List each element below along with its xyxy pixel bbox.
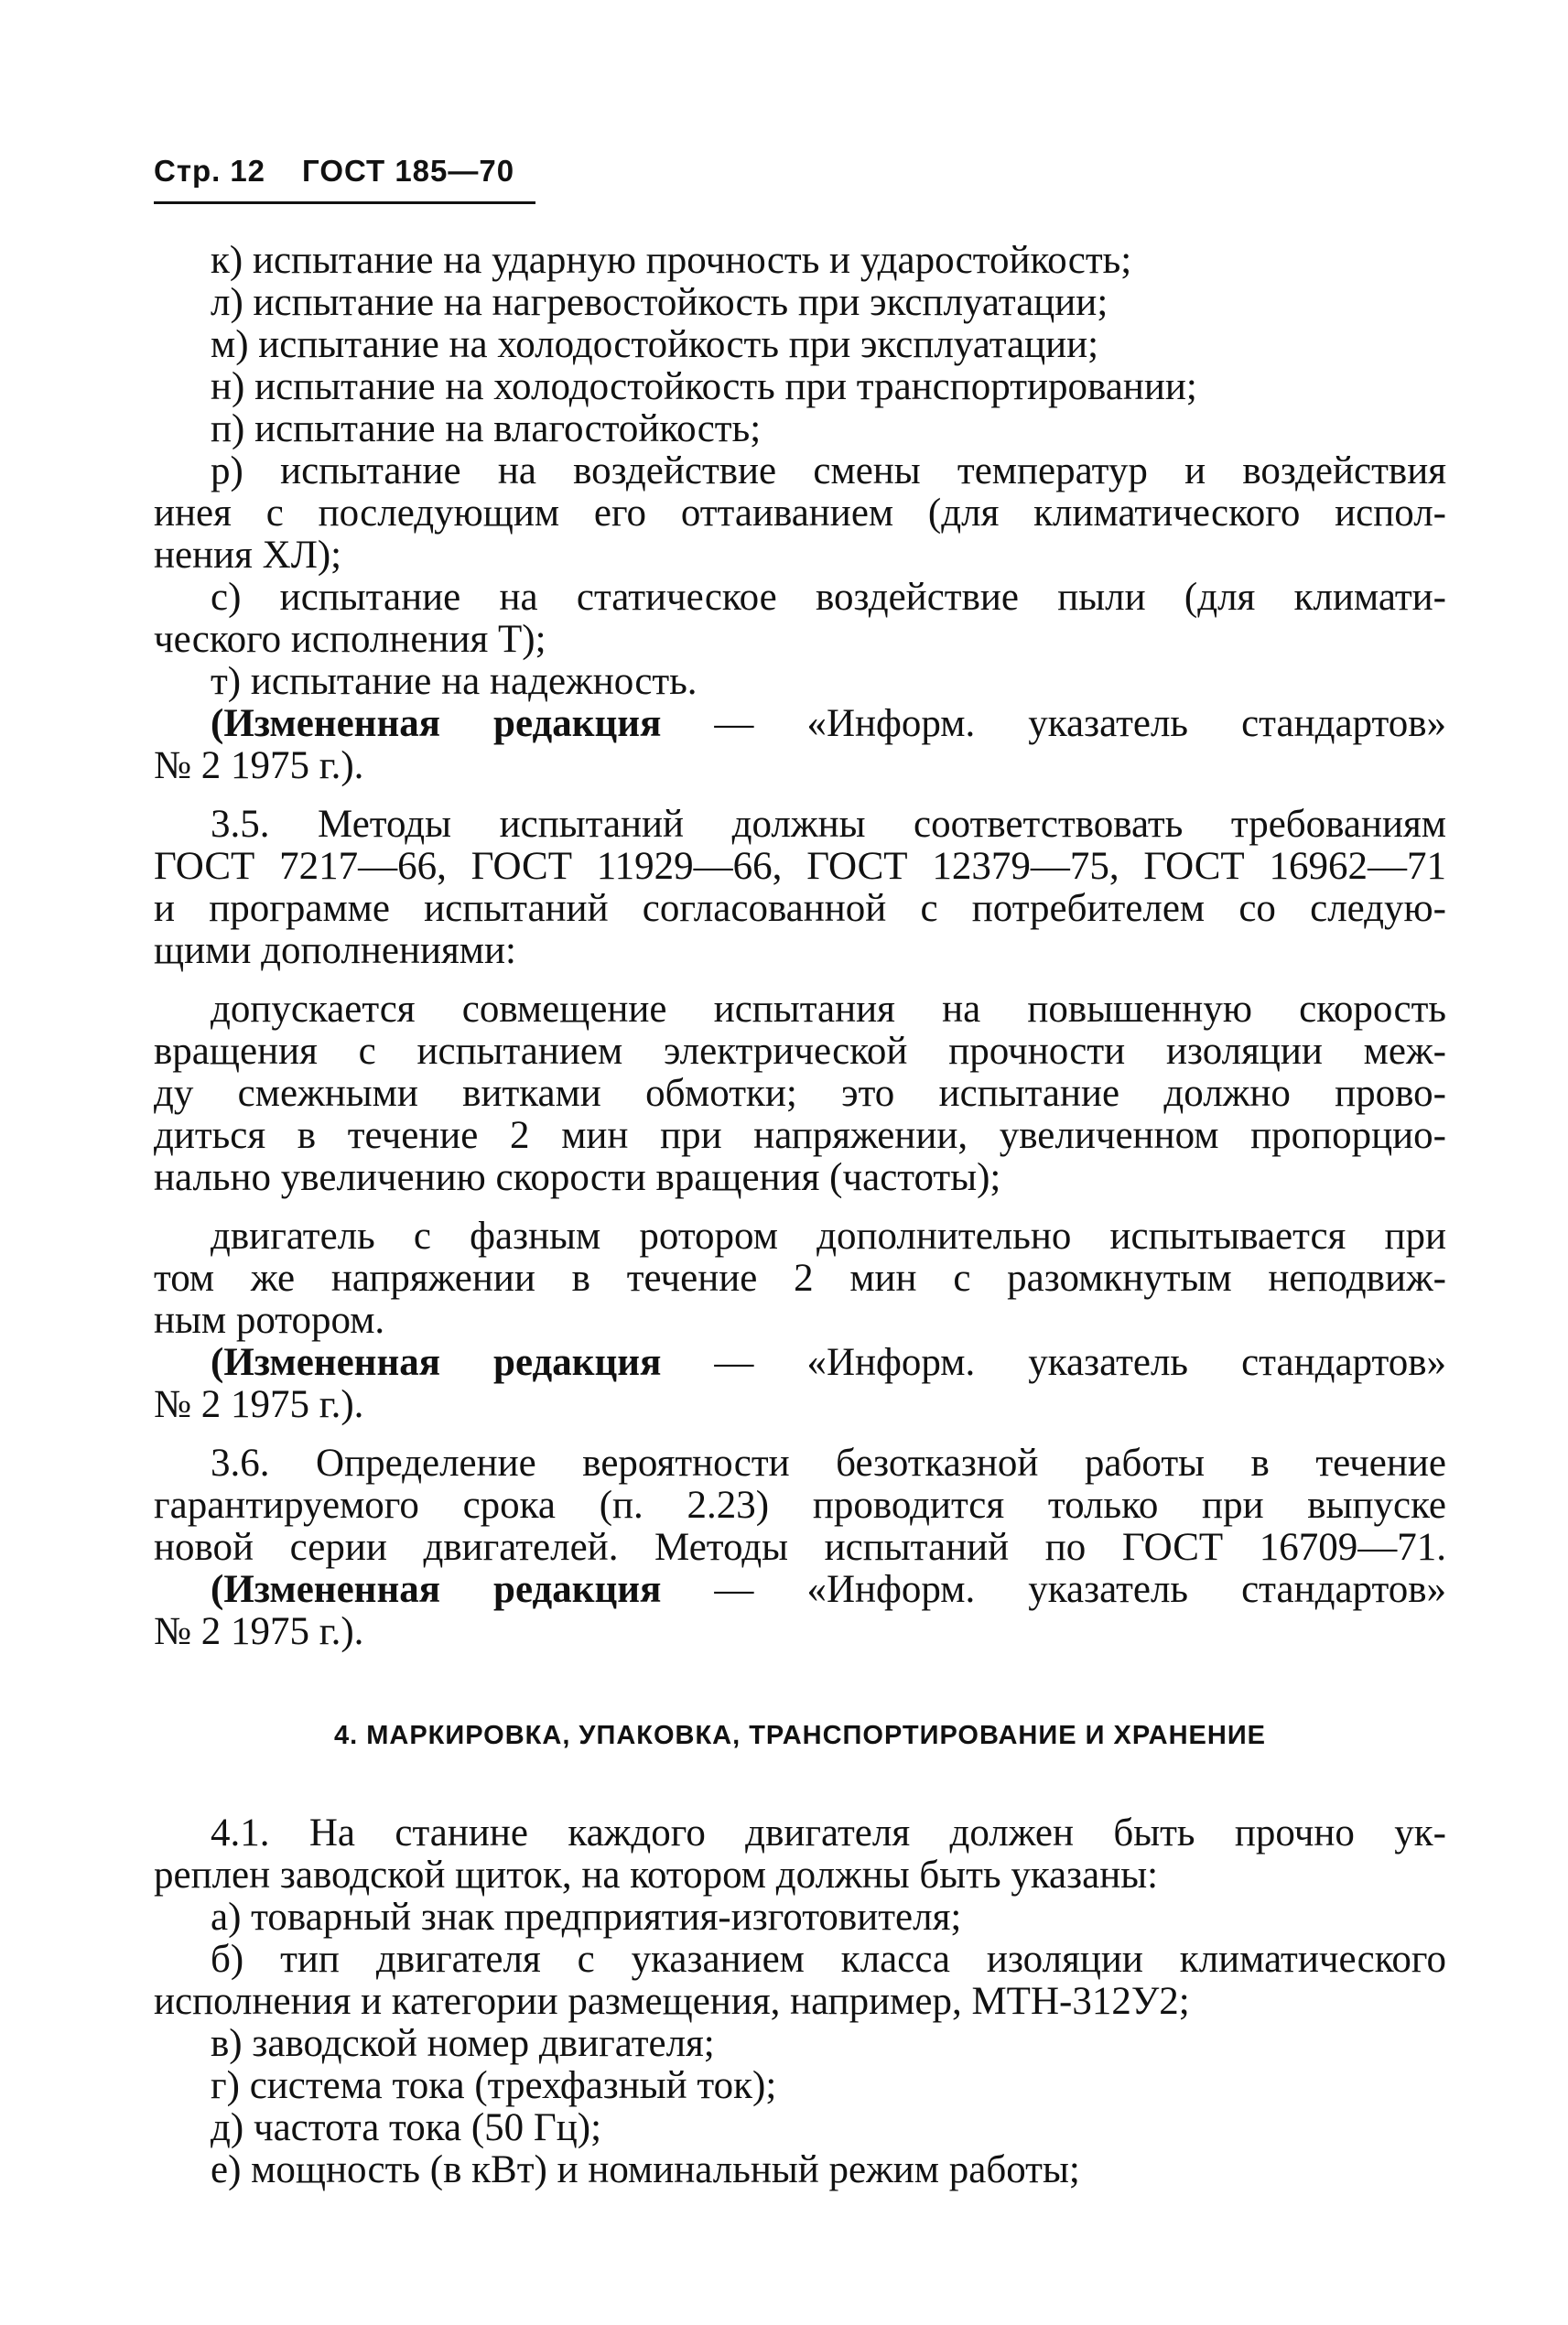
paragraph-line: допускается совмещение испытания на повышенную скорость [211,988,1446,1031]
edition-note-bold: (Измененная редакция [211,702,662,745]
paragraph-line: двигатель с фазным ротором дополнительно испытывается при [211,1215,1446,1258]
edition-note [154,703,1446,745]
edition-note-year: № 2 1975 г.). [154,1610,364,1653]
list-item: г) система тока (трехфазный ток); [211,2064,777,2107]
list-item-line: б) тип двигателя с указанием класса изоляции климатического [211,1938,1446,1981]
edition-note-text: — «Информ. указатель стандартов» [714,1341,1447,1384]
list-item-line: инея с последующим его оттаиванием (для климатического испол- [154,492,1446,535]
edition-note [154,1342,1446,1384]
list-item: е) мощность (в кВт) и номинальный режим работы; [211,2148,1080,2191]
list-item-line: ческого исполнения Т); [154,618,546,661]
page-label: Стр. [154,154,222,188]
list-item: к) испытание на ударную прочность и ударостойкость; [211,239,1132,282]
page-number: 12 [230,154,266,188]
edition-note-year: № 2 1975 г.). [154,744,364,787]
list-item: п) испытание на влагостойкость; [211,407,762,450]
list-item: д) частота тока (50 Гц); [211,2106,602,2149]
paragraph-line: диться в течение 2 мин при напряжении, увеличенном пропорцио- [154,1114,1446,1157]
paragraph-line: новой серии двигателей. Методы испытаний по ГОСТ 16709—71. [154,1526,1446,1569]
paragraph-line: 3.6. Определение вероятности безотказной работы в течение [211,1442,1446,1485]
paragraph-line: гарантируемого срока (п. 2.23) проводится только при выпуске [154,1484,1446,1527]
list-item: т) испытание на надежность. [211,660,697,703]
paragraph-line: ным ротором. [154,1299,385,1342]
edition-note-bold: (Измененная редакция [211,1568,662,1611]
paragraph-line: и программе испытаний согласованной с потребителем со следую- [154,887,1446,930]
header-rule [154,201,535,204]
list-item-line: исполнения и категории размещения, например, МТН-312У2; [154,1980,1190,2023]
paragraph-line: ГОСТ 7217—66, ГОСТ 11929—66, ГОСТ 12379—75, ГОСТ 16962—71 [154,845,1446,888]
standard-number: ГОСТ 185—70 [302,154,515,188]
page-header [154,154,514,189]
edition-note-bold: (Измененная редакция [211,1341,662,1384]
edition-note-text: — «Информ. указатель стандартов» [714,1568,1447,1611]
paragraph-line: вращения с испытанием электрической прочности изоляции меж- [154,1030,1446,1073]
list-item-line: нения ХЛ); [154,534,342,577]
section-title: 4. МАРКИРОВКА, УПАКОВКА, ТРАНСПОРТИРОВАНИЕ И ХРАНЕНИЕ [333,1721,1267,1750]
paragraph-line: том же напряжении в течение 2 мин с разомкнутым неподвиж- [154,1257,1446,1300]
list-item: в) заводской номер двигателя; [211,2022,715,2065]
paragraph-line: нально увеличению скорости вращения (частоты); [154,1156,1001,1199]
paragraph-line: щими дополнениями: [154,929,516,972]
list-item: м) испытание на холодостойкость при эксплуатации; [211,323,1099,366]
paragraph-line: 4.1. На станине каждого двигателя должен быть прочно ук- [211,1811,1446,1855]
edition-note-year: № 2 1975 г.). [154,1383,364,1426]
edition-note [154,1569,1446,1611]
document-body [154,240,1446,2191]
paragraph-line: 3.5. Методы испытаний должны соответствовать требованиям [211,803,1446,846]
list-item: л) испытание на нагревостойкость при эксплуатации; [211,281,1108,324]
list-item-line: р) испытание на воздействие смены температур и воздействия [211,449,1446,492]
edition-note-text: — «Информ. указатель стандартов» [714,702,1447,745]
list-item-line: с) испытание на статическое воздействие пыли (для климати- [211,576,1446,619]
list-item: н) испытание на холодостойкость при транспортировании; [211,365,1197,408]
paragraph-line: ду смежными витками обмотки; это испытание должно прово- [154,1072,1446,1115]
paragraph-line: реплен заводской щиток, на котором должны быть указаны: [154,1854,1159,1897]
list-item: а) товарный знак предприятия-изготовителя; [211,1896,962,1939]
